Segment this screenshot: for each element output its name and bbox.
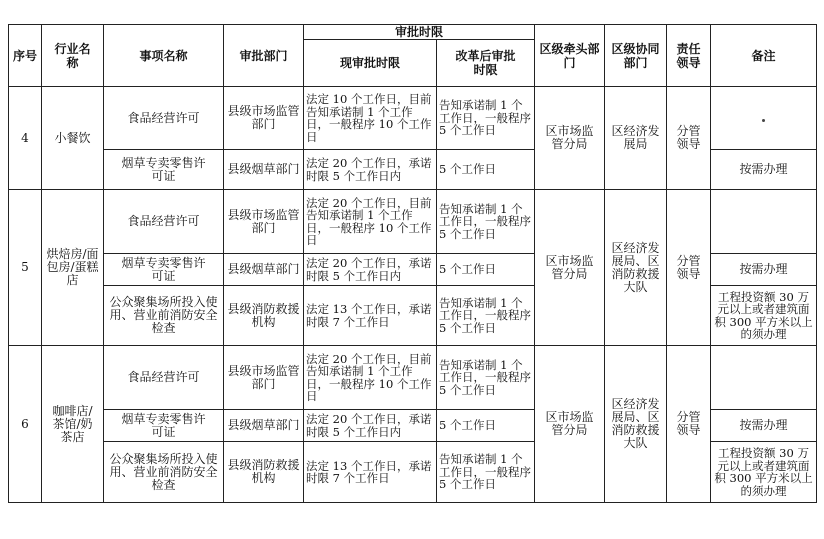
scan-mark xyxy=(762,119,765,122)
approval-dept: 县级烟草部门 xyxy=(224,254,304,286)
item-name: 烟草专卖零售许可证 xyxy=(104,410,224,442)
reform-time-limit: 告知承诺制 1 个工作日，一般程序 5 个工作日 xyxy=(437,442,535,503)
note-cell xyxy=(711,346,817,410)
approval-dept: 县级消防救援机构 xyxy=(224,286,304,346)
reform-time-limit: 告知承诺制 1 个工作日，一般程序 5 个工作日 xyxy=(437,286,535,346)
approval-dept: 县级市场监管部门 xyxy=(224,87,304,150)
current-time-limit: 法定 13 个工作日，承诺时限 7 个工作日 xyxy=(304,286,437,346)
row-seq: 4 xyxy=(9,87,42,190)
coop-dept: 区经济发展局、区消防救援大队 xyxy=(605,346,667,503)
row-industry: 小餐饮 xyxy=(42,87,104,190)
note-cell xyxy=(711,190,817,254)
lead-dept: 区市场监管分局 xyxy=(535,346,605,503)
item-name: 烟草专卖零售许可证 xyxy=(104,254,224,286)
lead-dept: 区市场监管分局 xyxy=(535,87,605,190)
current-time-limit: 法定 20 个工作日，目前告知承诺制 1 个工作日，一般程序 10 个工作日 xyxy=(304,346,437,410)
lead-dept: 区市场监管分局 xyxy=(535,190,605,346)
approval-table-page xyxy=(8,24,816,503)
header-dept: 审批部门 xyxy=(224,25,304,87)
note-cell: 按需办理 xyxy=(711,150,817,190)
row-seq: 6 xyxy=(9,346,42,503)
header-item: 事项名称 xyxy=(104,25,224,87)
coop-dept: 区经济发展局、区消防救援大队 xyxy=(605,190,667,346)
item-name: 食品经营许可 xyxy=(104,346,224,410)
current-time-limit: 法定 20 个工作日，承诺时限 5 个工作日内 xyxy=(304,410,437,442)
header-note: 备注 xyxy=(711,25,817,87)
current-time-limit: 法定 20 个工作日，承诺时限 5 个工作日内 xyxy=(304,254,437,286)
approval-dept: 县级市场监管部门 xyxy=(224,346,304,410)
note-cell: 工程投资额 30 万元以上或者建筑面积 300 平方米以上的须办理 xyxy=(711,442,817,503)
approval-dept: 县级烟草部门 xyxy=(224,410,304,442)
note-cell xyxy=(711,87,817,150)
approval-table xyxy=(8,24,817,503)
approval-dept: 县级烟草部门 xyxy=(224,150,304,190)
row-industry: 咖啡店/茶馆/奶茶店 xyxy=(42,346,104,503)
reform-time-limit: 5 个工作日 xyxy=(437,254,535,286)
item-name: 公众聚集场所投入使用、营业前消防安全检查 xyxy=(104,286,224,346)
header-time-reform: 改革后审批时限 xyxy=(437,40,535,87)
current-time-limit: 法定 13 个工作日，承诺时限 7 个工作日 xyxy=(304,442,437,503)
leader: 分管领导 xyxy=(667,190,711,346)
reform-time-limit: 5 个工作日 xyxy=(437,410,535,442)
leader: 分管领导 xyxy=(667,346,711,503)
note-cell: 工程投资额 30 万元以上或者建筑面积 300 平方米以上的须办理 xyxy=(711,286,817,346)
item-name: 烟草专卖零售许可证 xyxy=(104,150,224,190)
note-cell: 按需办理 xyxy=(711,254,817,286)
table-row xyxy=(9,190,817,254)
row-industry: 烘焙房/面包房/蛋糕店 xyxy=(42,190,104,346)
row-seq: 5 xyxy=(9,190,42,346)
table-row xyxy=(9,346,817,410)
approval-dept: 县级消防救援机构 xyxy=(224,442,304,503)
header-lead-dept: 区级牵头部门 xyxy=(535,25,605,87)
item-name: 公众聚集场所投入使用、营业前消防安全检查 xyxy=(104,442,224,503)
item-name: 食品经营许可 xyxy=(104,87,224,150)
reform-time-limit: 告知承诺制 1 个工作日，一般程序 5 个工作日 xyxy=(437,87,535,150)
reform-time-limit: 5 个工作日 xyxy=(437,150,535,190)
header-time-current: 现审批时限 xyxy=(304,40,437,87)
header-time-group: 审批时限 xyxy=(304,25,535,40)
leader: 分管领导 xyxy=(667,87,711,190)
reform-time-limit: 告知承诺制 1 个工作日，一般程序 5 个工作日 xyxy=(437,346,535,410)
reform-time-limit: 告知承诺制 1 个工作日，一般程序 5 个工作日 xyxy=(437,190,535,254)
current-time-limit: 法定 20 个工作日，目前告知承诺制 1 个工作日，一般程序 10 个工作日 xyxy=(304,190,437,254)
table-row xyxy=(9,87,817,150)
item-name: 食品经营许可 xyxy=(104,190,224,254)
header-coop-dept: 区级协同部门 xyxy=(605,25,667,87)
approval-dept: 县级市场监管部门 xyxy=(224,190,304,254)
header-leader: 责任领导 xyxy=(667,25,711,87)
coop-dept: 区经济发展局 xyxy=(605,87,667,190)
header-industry: 行业名称 xyxy=(42,25,104,87)
current-time-limit: 法定 10 个工作日，目前告知承诺制 1 个工作日，一般程序 10 个工作日 xyxy=(304,87,437,150)
header-seq: 序号 xyxy=(9,25,42,87)
note-cell: 按需办理 xyxy=(711,410,817,442)
current-time-limit: 法定 20 个工作日，承诺时限 5 个工作日内 xyxy=(304,150,437,190)
